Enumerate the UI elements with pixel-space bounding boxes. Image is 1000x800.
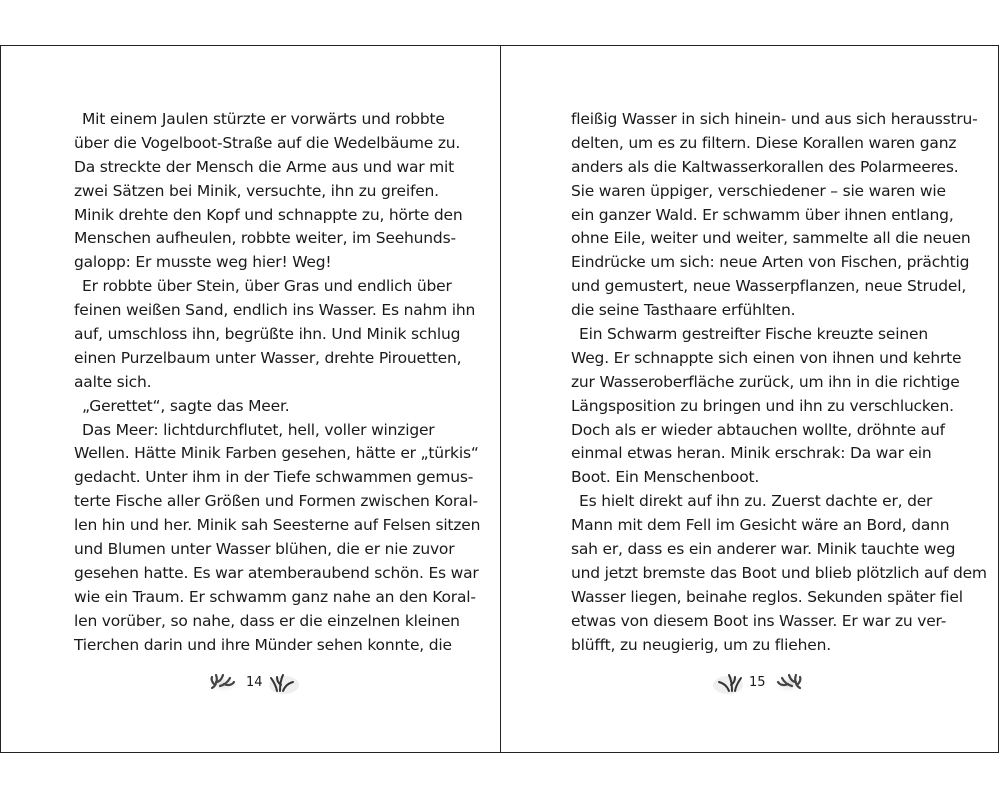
text-line: Weg. Er schnappte sich einen von ihnen und kehrte [571,348,962,367]
text-line: fleißig Wasser in sich hinein- und aus sich herausstru- [571,110,978,128]
text-line: Doch als er wieder abtauchen wollte, dröhnte auf [571,420,945,439]
text-line: Minik drehte den Kopf und schnappte zu, hörte den [74,205,463,224]
text-line: und jetzt bremste das Boot und blieb plötzlich auf dem [571,563,987,582]
text-line: „Gerettet“, sagte das Meer. [82,396,290,415]
text-line: Wasser liegen, beinahe reglos. Sekunden später fiel [571,587,963,606]
text-line: und gemustert, neue Wasserpflanzen, neue Strudel, [571,277,967,296]
seaweed-icon [269,670,299,694]
left-page-folio [206,669,299,695]
text-line: ohne Eile, weiter und weiter, sammelte all die neuen [571,229,971,248]
text-line: len vorüber, so nahe, dass er die einzelnen kleinen [74,611,460,630]
text-line: terte Fische aller Größen und Formen zwischen Koral- [74,492,478,511]
text-line: Ein Schwarm gestreifter Fische kreuzte seinen [579,325,928,344]
text-line: Mann mit dem Fell im Gesicht wäre an Bord, dann [571,516,950,535]
right-page-text [571,108,987,657]
text-line: und Blumen unter Wasser blühen, die er nie zuvor [74,540,455,559]
text-line: Mit einem Jaulen stürzte er vorwärts und robbte [82,110,445,128]
text-line: ein ganzer Wald. Er schwamm über ihnen entlang, [571,205,954,224]
text-line: Eindrücke um sich: neue Arten von Fischen, prächtig [571,253,970,272]
text-line: einen Purzelbaum unter Wasser, drehte Pirouetten, [74,348,462,367]
text-line: anders als die Kaltwasserkorallen des Polarmeeres. [571,157,959,176]
seaweed-icon [713,670,743,694]
left-page-text [74,108,480,657]
text-line: zur Wasseroberfläche zurück, um ihn in die richtige [571,372,960,391]
text-line: die seine Tasthaare erfühlten. [571,301,796,320]
text-line: aalte sich. [74,372,152,391]
left-page [1,46,500,752]
text-line: etwas von diesem Boot ins Wasser. Er war zu ver- [571,611,947,630]
coral-icon [206,670,240,694]
text-line: auf, umschloss ihn, begrüßte ihn. Und Minik schlug [74,325,461,344]
text-line: Wellen. Hätte Minik Farben gesehen, hätte er „türkis“ [74,444,479,463]
text-line: Er robbte über Stein, über Gras und endlich über [82,277,452,296]
book-spread [0,45,999,753]
coral-icon [772,670,806,694]
text-line: galopp: Er musste weg hier! Weg! [74,253,332,272]
right-page-folio [713,669,806,695]
text-line: Menschen aufheulen, robbte weiter, im Seehunds- [74,229,456,248]
text-line: Boot. Ein Menschenboot. [571,468,760,487]
text-line: Da streckte der Mensch die Arme aus und war mit [74,157,455,176]
text-line: sah er, dass es ein anderer war. Minik tauchte weg [571,540,956,559]
text-line: gesehen hatte. Es war atemberaubend schön. Es war [74,563,479,582]
text-line: delten, um es zu filtern. Diese Korallen waren ganz [571,133,957,152]
text-line: zwei Sätzen bei Minik, versuchte, ihn zu greifen. [74,181,439,200]
text-line: einmal etwas heran. Minik erschrak: Da war ein [571,444,932,463]
page-number: 15 [749,674,766,690]
text-line: über die Vogelboot-Straße auf die Wedelbäume zu. [74,133,461,152]
text-line: feinen weißen Sand, endlich ins Wasser. Es nahm ihn [74,301,476,320]
text-line: blüfft, zu neugierig, um zu fliehen. [571,635,831,654]
text-line: Das Meer: lichtdurchflutet, hell, voller winziger [82,420,435,439]
page-number: 14 [246,674,263,690]
text-line: len hin und her. Minik sah Seesterne auf Felsen sitzen [74,516,481,535]
text-line: Es hielt direkt auf ihn zu. Zuerst dachte er, der [579,492,933,511]
text-line: Längsposition zu bringen und ihn zu verschlucken. [571,396,954,415]
text-line: wie ein Traum. Er schwamm ganz nahe an den Koral- [74,587,476,606]
text-line: Sie waren üppiger, verschiedener – sie waren wie [571,181,946,200]
right-page [501,46,1000,752]
text-line: gedacht. Unter ihm in der Tiefe schwammen gemus- [74,468,474,487]
text-line: Tierchen darin und ihre Münder sehen konnte, die [74,635,452,654]
